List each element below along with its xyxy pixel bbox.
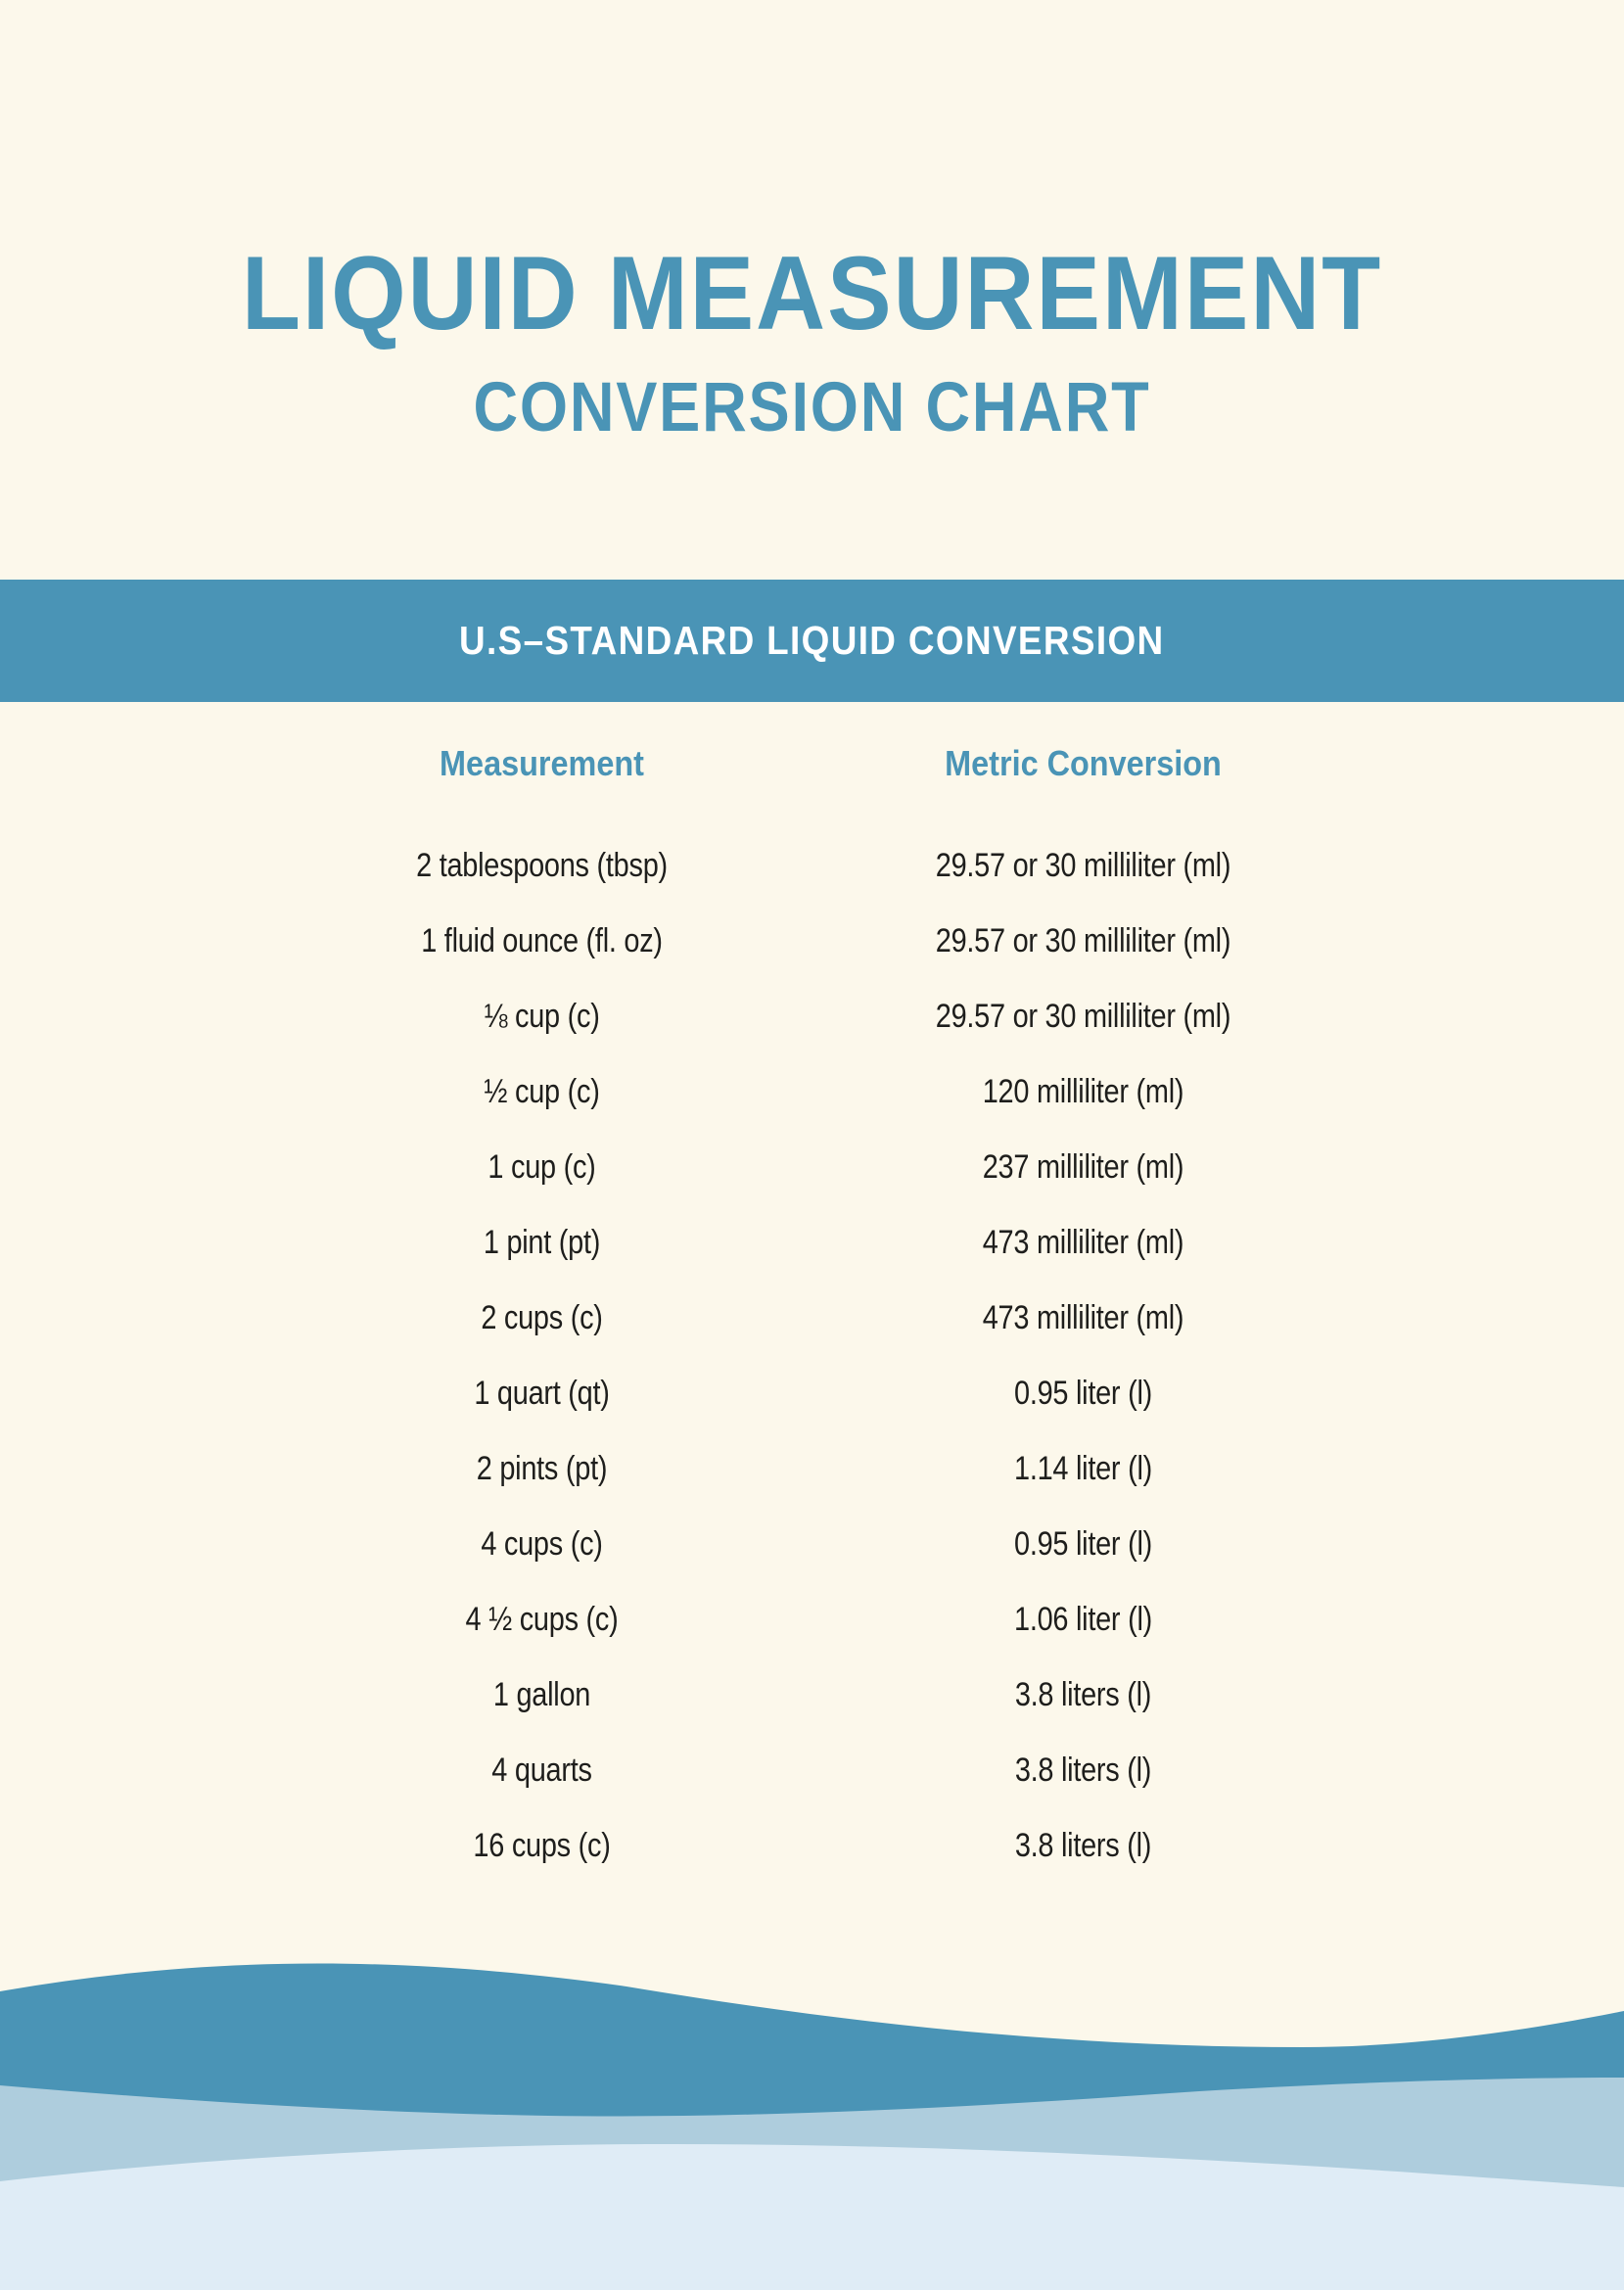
metric-cell: 0.95 liter (l) [1013,1375,1152,1412]
table-row [271,1431,1354,1507]
wave-footer-decoration [0,1898,1624,2290]
table-row [271,1582,1354,1658]
measurement-cell: 2 pints (pt) [476,1450,607,1487]
measurement-cell: ½ cup (c) [483,1073,600,1110]
measurement-cell: 1 cup (c) [487,1148,596,1186]
table-row [271,1356,1354,1431]
chart-header [0,234,1624,446]
metric-cell: 3.8 liters (l) [1014,1827,1151,1864]
metric-cell: 473 milliliter (ml) [982,1299,1183,1336]
conversion-table [271,743,1354,1884]
table-row [271,1130,1354,1205]
measurement-cell: 4 ½ cups (c) [465,1601,618,1638]
table-row [271,979,1354,1054]
column-header-measurement: Measurement [439,743,644,783]
table-row [271,1658,1354,1733]
metric-cell: 29.57 or 30 milliliter (ml) [935,998,1230,1035]
table-row [271,1733,1354,1808]
metric-cell: 1.14 liter (l) [1013,1450,1152,1487]
measurement-cell: 1 fluid ounce (fl. oz) [420,922,663,959]
measurement-cell: 1 quart (qt) [473,1375,610,1412]
metric-cell: 0.95 liter (l) [1013,1525,1152,1563]
section-banner [0,580,1624,702]
section-banner-label: U.S–STANDARD LIQUID CONVERSION [459,618,1165,663]
metric-cell: 3.8 liters (l) [1014,1676,1151,1713]
measurement-cell: 4 cups (c) [480,1525,603,1563]
measurement-cell: 2 tablespoons (tbsp) [415,847,668,884]
table-row [271,828,1354,904]
table-row [271,1808,1354,1884]
measurement-cell: 1 gallon [492,1676,590,1713]
measurement-cell: ⅛ cup (c) [483,998,600,1035]
metric-cell: 1.06 liter (l) [1013,1601,1152,1638]
measurement-cell: 1 pint (pt) [483,1224,600,1261]
metric-cell: 29.57 or 30 milliliter (ml) [935,922,1230,959]
measurement-cell: 16 cups (c) [472,1827,611,1864]
metric-cell: 29.57 or 30 milliliter (ml) [935,847,1230,884]
table-row [271,1507,1354,1582]
measurement-cell: 2 cups (c) [480,1299,603,1336]
measurement-cell: 4 quarts [490,1752,592,1789]
metric-cell: 473 milliliter (ml) [982,1224,1183,1261]
table-row [271,1205,1354,1281]
table-row [271,1054,1354,1130]
conversion-table-body [271,828,1354,1884]
table-row [271,904,1354,979]
page-subtitle: CONVERSION CHART [473,369,1151,446]
metric-cell: 237 milliliter (ml) [982,1148,1183,1186]
table-row [271,1281,1354,1356]
page-title: LIQUID MEASUREMENT [241,234,1383,351]
metric-cell: 120 milliliter (ml) [982,1073,1183,1110]
table-header-row [271,743,1354,783]
metric-cell: 3.8 liters (l) [1014,1752,1151,1789]
column-header-metric-conversion: Metric Conversion [944,743,1222,783]
